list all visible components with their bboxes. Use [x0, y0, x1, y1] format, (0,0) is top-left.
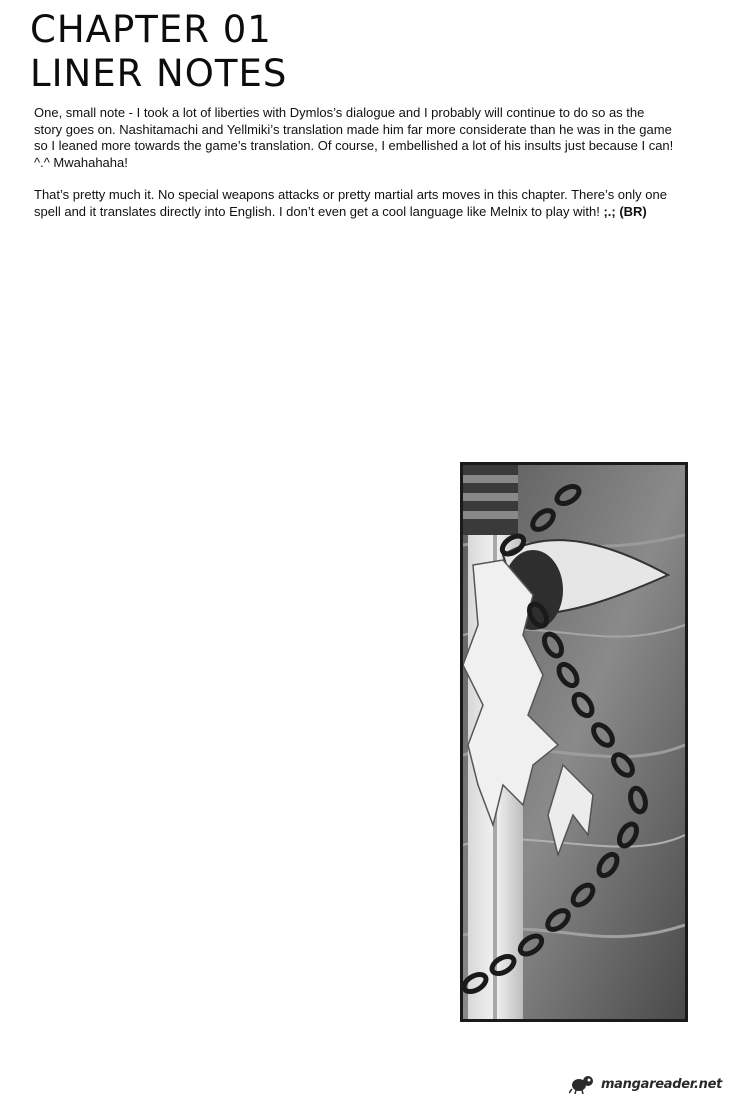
- notes-paragraph-1: One, small note - I took a lot of liberties with Dymlos’s dialogue and I probably will continue to do so as the story goes on. Nashitamachi and Yellmiki’s translation made him far more considerate than he was in the game so I leaned more towards the game’s translation. Of course, I embellished a lot of his insults just because I can! ^.^ Mwahahaha!: [34, 105, 674, 170]
- watermark: [569, 1073, 722, 1095]
- notes-signoff: ;.; (BR): [603, 203, 647, 219]
- title-line-1: CHAPTER 01: [30, 8, 272, 51]
- watermark-text: mangareader.net: [600, 1076, 722, 1092]
- liner-notes-body: [34, 105, 674, 236]
- page-title: [30, 8, 287, 96]
- notes-paragraph-2-text: That’s pretty much it. No special weapons attacks or pretty martial arts moves in this chapter. There’s only one spell and it translates directly into English. I don’t even get a cool language like Melnix to play with!: [34, 187, 667, 219]
- title-line-2: LINER NOTES: [30, 52, 288, 95]
- sword-chain-illustration: [460, 462, 688, 1022]
- sword-chain-illustration-icon: [463, 465, 685, 1019]
- mangareader-logo-icon: [569, 1074, 597, 1094]
- notes-paragraph-2: [34, 187, 674, 220]
